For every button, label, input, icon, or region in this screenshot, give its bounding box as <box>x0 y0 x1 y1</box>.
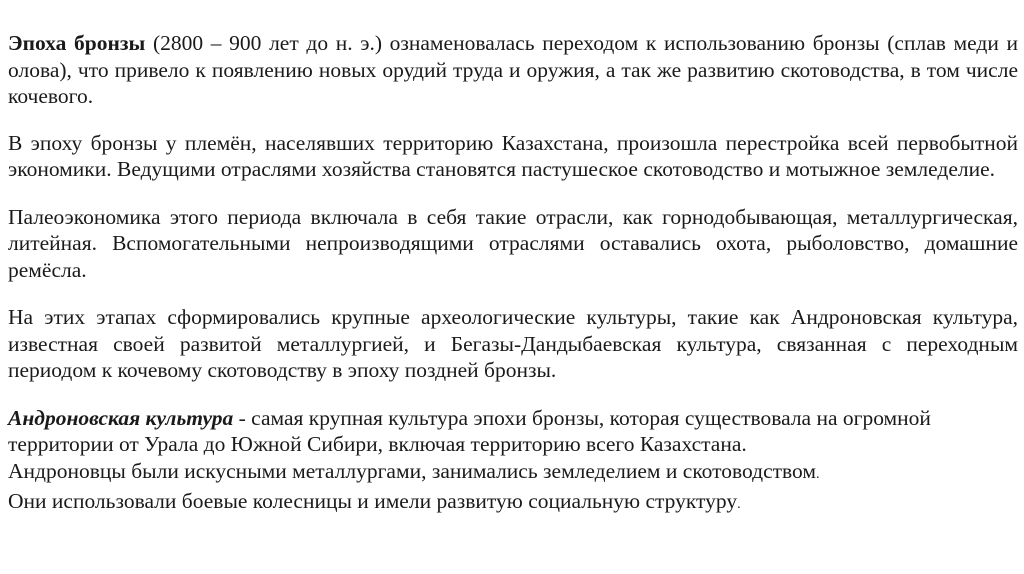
paragraph-text: (2800 – 900 лет до н. э.) ознаменовалась переходом к использованию бронзы (сплав меди и олова), что привело к появлению новых орудий труда и оружия, а так же развитию скотоводства, в том числе кочевого. <box>8 31 1019 108</box>
document-page <box>8 30 1018 519</box>
sentence-dot: . <box>741 432 747 456</box>
term-bronze-age: Эпоха бронзы <box>8 31 146 55</box>
paragraph-text: - самая крупная культура эпохи бронзы, которая существовала на огромной территории от Урала до Южной Сибири, включая территорию всего Казахстана <box>8 405 931 456</box>
paragraph-text: На этих этапах сформировались крупные археологические культуры, такие как Андроновская культура, известная своей развитой металлургией, и Бегазы-Дандыбаевская культура, связанная с переходным периодом к кочевому скотоводству в эпоху поздней бронзы. <box>8 305 1018 382</box>
paragraph-economy-restructuring <box>8 130 1018 183</box>
paragraph-text: Палеоэкономика этого периода включала в себя такие отрасли, как горнодобывающая, металлургическая, литейная. Вспомогательными непроизводящими отраслями оставались охота, рыболовство, домашние ремёсла. <box>8 204 1018 282</box>
paragraph-text: Они использовали боевые колесницы и имели развитую социальную структуру <box>8 489 738 513</box>
paragraph-text: Андроновцы были искусными металлургами, занимались земледелием и скотоводством <box>8 458 816 483</box>
term-andronovo-culture: Андроновская культура <box>8 405 234 430</box>
paragraph-paleoeconomy <box>8 204 1018 284</box>
paragraph-bronze-age-intro <box>8 30 1018 110</box>
paragraph-text: В эпоху бронзы у племён, населявших территорию Казахстана, произошла перестройка всей первобытной экономики. Ведущими отраслями хозяйства становятся пастушеское скотоводство и мотыжное земледелие. <box>8 130 1018 181</box>
paragraph-archaeological-cultures <box>8 304 1018 384</box>
paragraph-andronovo-culture <box>8 405 1018 519</box>
sentence-dot: . <box>815 466 820 482</box>
sentence-dot: . <box>737 497 741 512</box>
